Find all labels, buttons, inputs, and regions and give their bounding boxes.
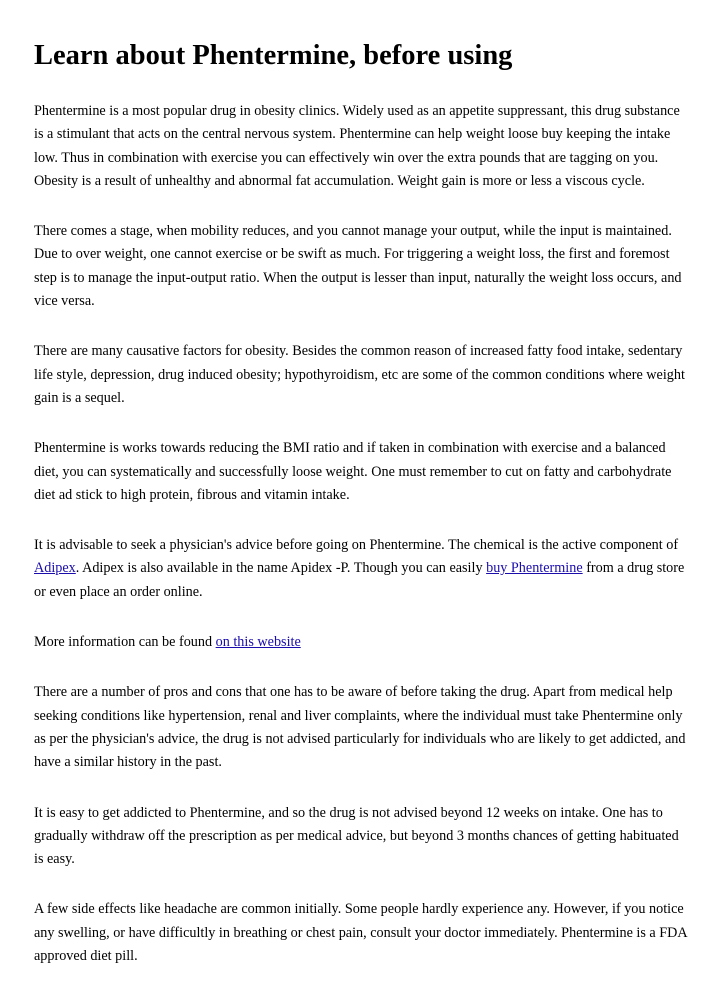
buy-phentermine-link[interactable]: buy Phentermine (486, 560, 583, 577)
advice-text-1: It is advisable to seek a physician's advice before going on Phentermine. The chemical is the active component of (34, 537, 679, 554)
paragraph-side-effects: A few side effects like headache are common initially. Some people hardly experience any. However, if you notice any swelling, or have difficultly in breathing or chest pain, consult your doctor immediately. Phentermine is a FDA approved diet pill. (34, 901, 687, 965)
paragraph-intro: Phentermine is a most popular drug in obesity clinics. Widely used as an appetite suppressant, this drug substance is a stimulant that acts on the central nervous system. Phentermine can help weight loose buy keeping the intake low. Thus in combination with exercise you can effectively win over the extra pounds that are tagging on you. Obesity is a result of unhealthy and abnormal fat accumulation. Weight gain is more or less a viscous cycle. (34, 103, 680, 189)
adipex-link[interactable]: Adipex (34, 560, 76, 577)
paragraph-bmi: Phentermine is works towards reducing the BMI ratio and if taken in combination with exercise and a balanced diet, you can systematically and successfully loose weight. One must remember to cut on fatty and carbohydrate diet ad stick to high protein, fibrous and vitamin intake. (34, 440, 672, 503)
paragraph-pros-cons: There are a number of pros and cons that one has to be aware of before taking the drug. Apart from medical help seeking conditions like hypertension, renal and liver complaints, where the individual must take Phentermine only as per the physician's advice, the drug is not advised particularly for individuals who are likely to get addicted, and have a similar history in the past. (34, 684, 686, 771)
page-title: Learn about Phentermine, before using (34, 40, 513, 71)
paragraph-mobility: There comes a stage, when mobility reduces, and you cannot manage your output, while the input is maintained. Due to over weight, one cannot exercise or be swift as much. For triggering a weight loss, the first and foremost step is to manage the input-output ratio. When the output is lesser than input, naturally the weight loss occurs, and vice versa. (34, 223, 682, 310)
paragraph-addiction: It is easy to get addicted to Phentermine, and so the drug is not advised beyond 12 weeks on intake. One has to gradually withdraw off the prescription as per medical advice, but beyond 3 months chances of getting habituated is easy. (34, 804, 679, 868)
paragraph-more-info (34, 631, 690, 654)
advice-text-3: from a drug store or even place an order online. (34, 560, 685, 600)
website-link[interactable]: on this website (215, 634, 301, 651)
document-page (34, 36, 690, 995)
advice-text-2: . Adipex is also available in the name Apidex -P. Though you can easily (75, 560, 487, 577)
more-info-text: More information can be found (34, 634, 216, 651)
paragraph-advice (34, 534, 690, 604)
paragraph-causes: There are many causative factors for obesity. Besides the common reason of increased fatty food intake, sedentary life style, depression, drug induced obesity; hypothyroidism, etc are some of the common conditions where weight gain is a sequel. (34, 343, 685, 406)
